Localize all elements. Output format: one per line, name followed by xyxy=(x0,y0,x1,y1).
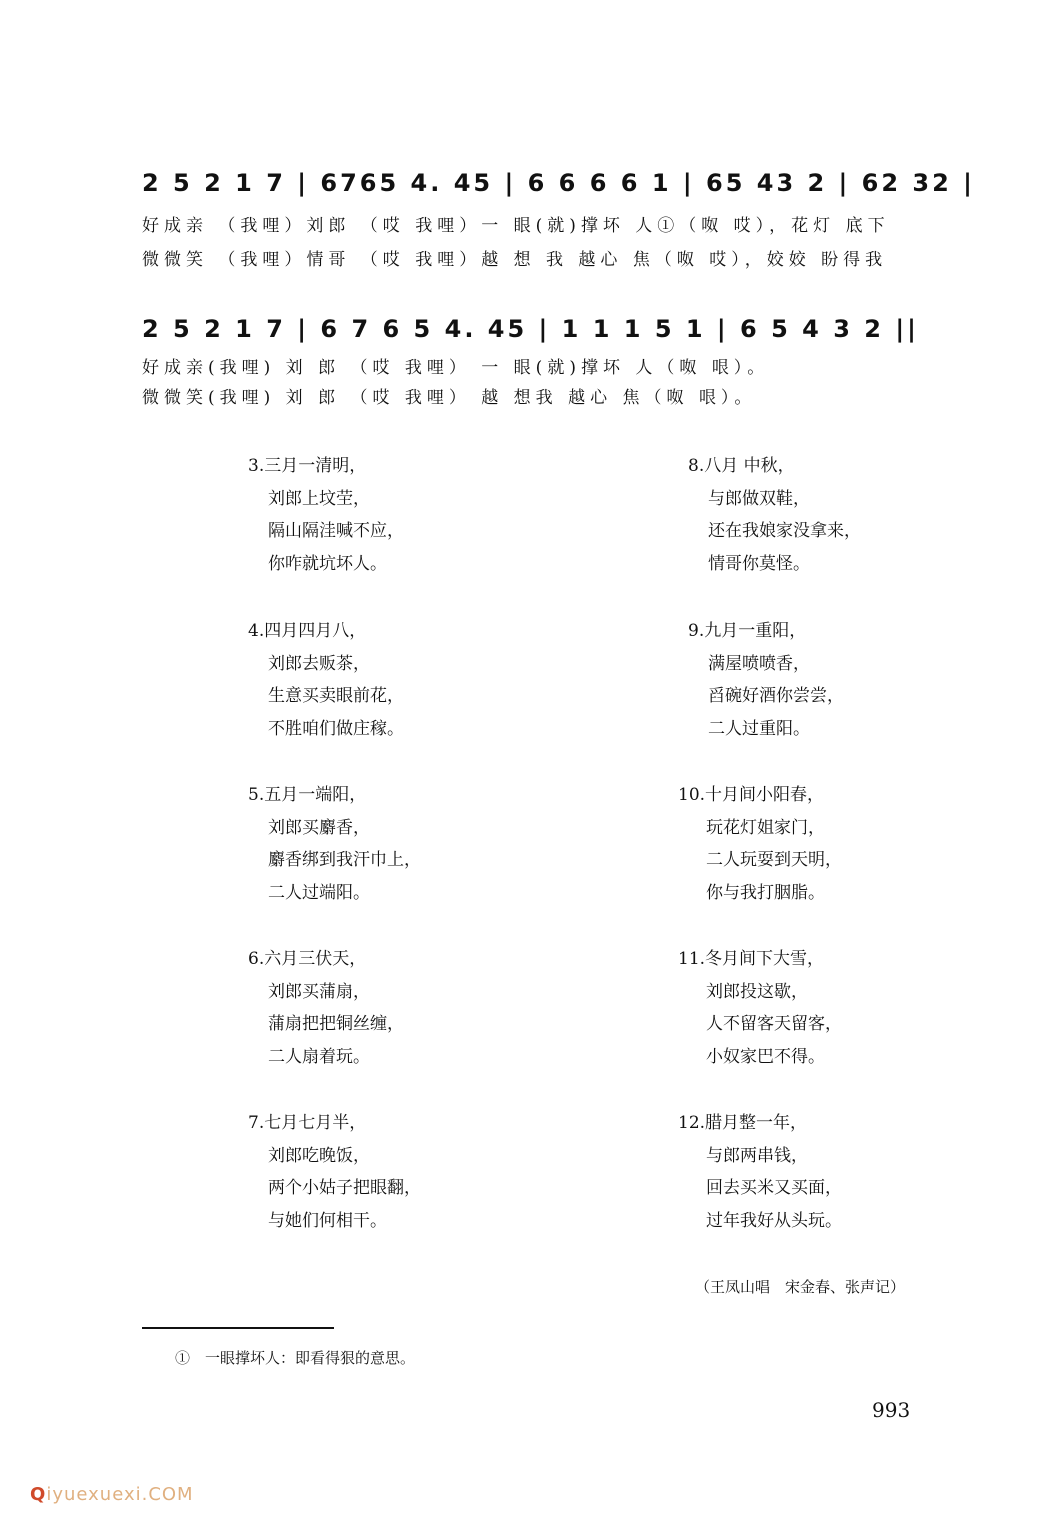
verse-line: 蒲扇把把铜丝缠， xyxy=(268,1014,404,1034)
verse-line: 两个小姑子把眼翻， xyxy=(268,1178,421,1198)
verse-line: 3.三月一清明， xyxy=(248,456,367,476)
verse-line: 与她们何相干。 xyxy=(268,1210,387,1231)
verse-line: 还在我娘家没拿来， xyxy=(708,521,861,541)
verse-line: 不胜咱们做庄稼。 xyxy=(268,718,404,739)
verse-line: 刘郎吃晚饭， xyxy=(268,1145,370,1166)
verse-7 xyxy=(248,1107,421,1237)
verse-line: 刘郎去贩茶， xyxy=(268,653,370,674)
verse-line: 二人扇着玩。 xyxy=(268,1046,370,1067)
verse-line: 隔山隔洼喊不应， xyxy=(268,521,404,541)
verse-line: 刘郎买蒲扇， xyxy=(268,981,370,1002)
verse-line: 麝香绑到我汗巾上， xyxy=(268,850,421,870)
verse-line: 8.八月 中秋， xyxy=(688,456,795,476)
verse-line: 二人过重阳。 xyxy=(708,718,810,739)
verse-line: 9.九月一重阳， xyxy=(688,621,807,641)
verse-line: 二人过端阳。 xyxy=(268,882,370,903)
page-number: 993 xyxy=(872,1398,911,1422)
verse-line: 4.四月四月八， xyxy=(248,621,367,641)
score-lyric-1a: 好成亲 （我哩）刘郎 （哎 我哩）一 眼(就)撑坏 人①（呶 哎），花灯 底下 xyxy=(142,216,890,236)
score-lyric-2a: 好成亲(我哩) 刘 郎 （哎 我哩） 一 眼(就)撑坏 人（呶 哏）。 xyxy=(142,358,770,378)
score-notation-line-2: 2 5 2 1 7 | 6 7 6 5 4. 45 | 1 1 1 5 1 | 6 5 4 3 2 || xyxy=(142,315,919,343)
verse-4 xyxy=(248,615,404,745)
footnote: ① 一眼撑坏人：即看得狠的意思。 xyxy=(175,1349,416,1367)
verse-line: 刘郎买麝香， xyxy=(268,817,370,838)
verse-line: 满屋喷喷香， xyxy=(708,653,810,674)
verse-line: 7.七月七月半， xyxy=(248,1113,367,1133)
verse-line: 你与我打胭脂。 xyxy=(706,882,825,903)
verse-line: 过年我好从头玩。 xyxy=(706,1210,842,1231)
verse-5 xyxy=(248,779,421,909)
verse-line: 12.腊月整一年， xyxy=(678,1113,808,1133)
verse-6 xyxy=(248,943,404,1073)
verse-line: 人不留客天留客， xyxy=(706,1014,842,1034)
verse-line: 11.冬月间下大雪， xyxy=(678,949,825,969)
verse-line: 与郎做双鞋， xyxy=(708,488,810,509)
verse-line: 舀碗好酒你尝尝， xyxy=(708,686,844,706)
verse-3 xyxy=(248,450,404,580)
verse-11 xyxy=(678,943,842,1073)
credit-line: （王凤山唱 宋金春、张声记） xyxy=(695,1278,906,1296)
verse-9 xyxy=(688,615,844,745)
verse-line: 二人玩耍到天明， xyxy=(706,850,842,870)
verse-line: 玩花灯姐家门， xyxy=(706,817,825,838)
score-lyric-1b: 微微笑 （我哩）情哥 （哎 我哩）越 想 我 越心 焦（呶 哎），姣姣 盼得我 xyxy=(142,250,888,270)
verse-12 xyxy=(678,1107,842,1237)
footnote-divider xyxy=(142,1327,334,1329)
verse-line: 6.六月三伏天， xyxy=(248,949,367,969)
verse-line: 与郎两串钱， xyxy=(706,1145,808,1166)
watermark-text: iyuexuexi.COM xyxy=(46,1484,194,1505)
verse-line: 小奴家巴不得。 xyxy=(706,1046,825,1067)
watermark-logo-letter: Q xyxy=(30,1484,47,1505)
score-notation-line-1: 2 5 2 1 7 | 6765 4. 45 | 6 6 6 6 1 | 65 43 2 | 62 32 | xyxy=(142,169,975,197)
verse-line: 你咋就坑坏人。 xyxy=(268,553,387,574)
verse-line: 5.五月一端阳， xyxy=(248,785,367,805)
verse-line: 回去买米又买面， xyxy=(706,1178,842,1198)
verse-line: 情哥你莫怪。 xyxy=(708,553,810,574)
watermark xyxy=(30,1484,194,1505)
verse-10 xyxy=(678,779,842,909)
verse-line: 刘郎投这歇， xyxy=(706,981,808,1002)
verse-8 xyxy=(688,450,861,580)
verse-line: 刘郎上坟茔， xyxy=(268,488,370,509)
verse-line: 生意买卖眼前花， xyxy=(268,686,404,706)
verse-line: 10.十月间小阳春， xyxy=(678,785,825,805)
score-lyric-2b: 微微笑(我哩) 刘 郎 （哎 我哩） 越 想我 越心 焦（呶 哏）。 xyxy=(142,388,757,408)
